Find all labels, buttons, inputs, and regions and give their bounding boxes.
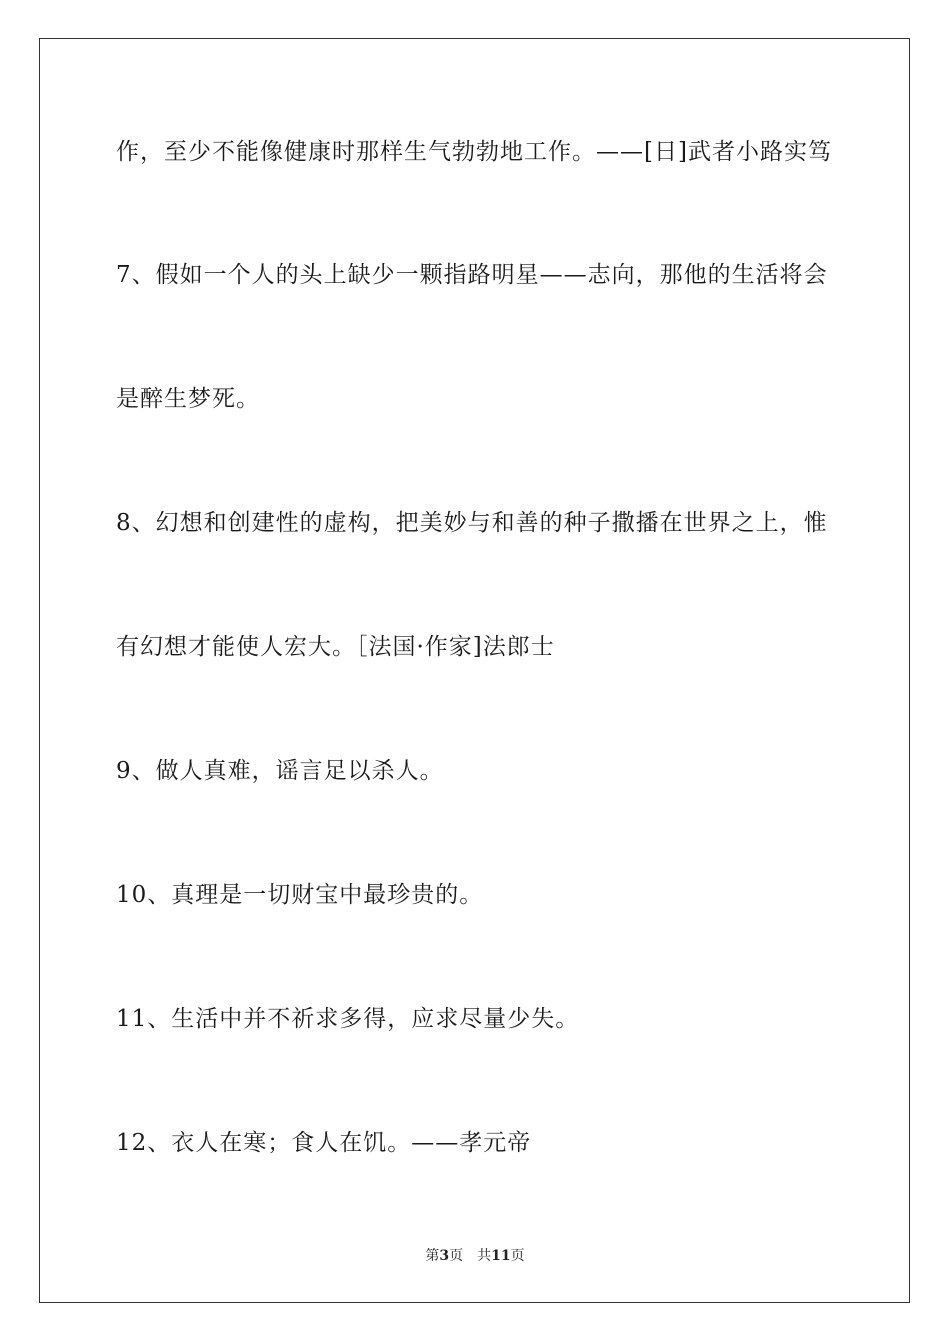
text-line-3: 是醉生梦死。 — [116, 386, 260, 412]
footer-total-suffix: 页 — [510, 1248, 525, 1264]
footer-prefix: 第 — [425, 1248, 440, 1264]
footer-total-prefix: 共 — [477, 1248, 492, 1264]
page-border — [39, 38, 910, 1303]
text-line-7: 10、真理是一切财宝中最珍贵的。 — [116, 882, 484, 908]
page-footer — [0, 1246, 950, 1266]
text-line-6: 9、做人真难，谣言足以杀人。 — [116, 758, 444, 784]
text-line-4: 8、幻想和创建性的虚构，把美妙与和善的种子撒播在世界之上，惟 — [116, 510, 828, 536]
text-line-1: 作，至少不能像健康时那样生气勃勃地工作。——[日]武者小路实笃 — [116, 139, 832, 165]
text-line-5: 有幻想才能使人宏大。［法国·作家]法郎士 — [116, 634, 555, 660]
text-line-8: 11、生活中并不祈求多得，应求尽量少失。 — [116, 1006, 580, 1032]
text-line-2: 7、假如一个人的头上缺少一颗指路明星——志向，那他的生活将会 — [116, 262, 828, 288]
footer-page-number: 3 — [439, 1248, 450, 1264]
text-line-9: 12、衣人在寒；食人在饥。——孝元帝 — [116, 1130, 532, 1156]
footer-page-suffix: 页 — [449, 1248, 464, 1264]
footer-total-pages: 11 — [491, 1248, 511, 1264]
